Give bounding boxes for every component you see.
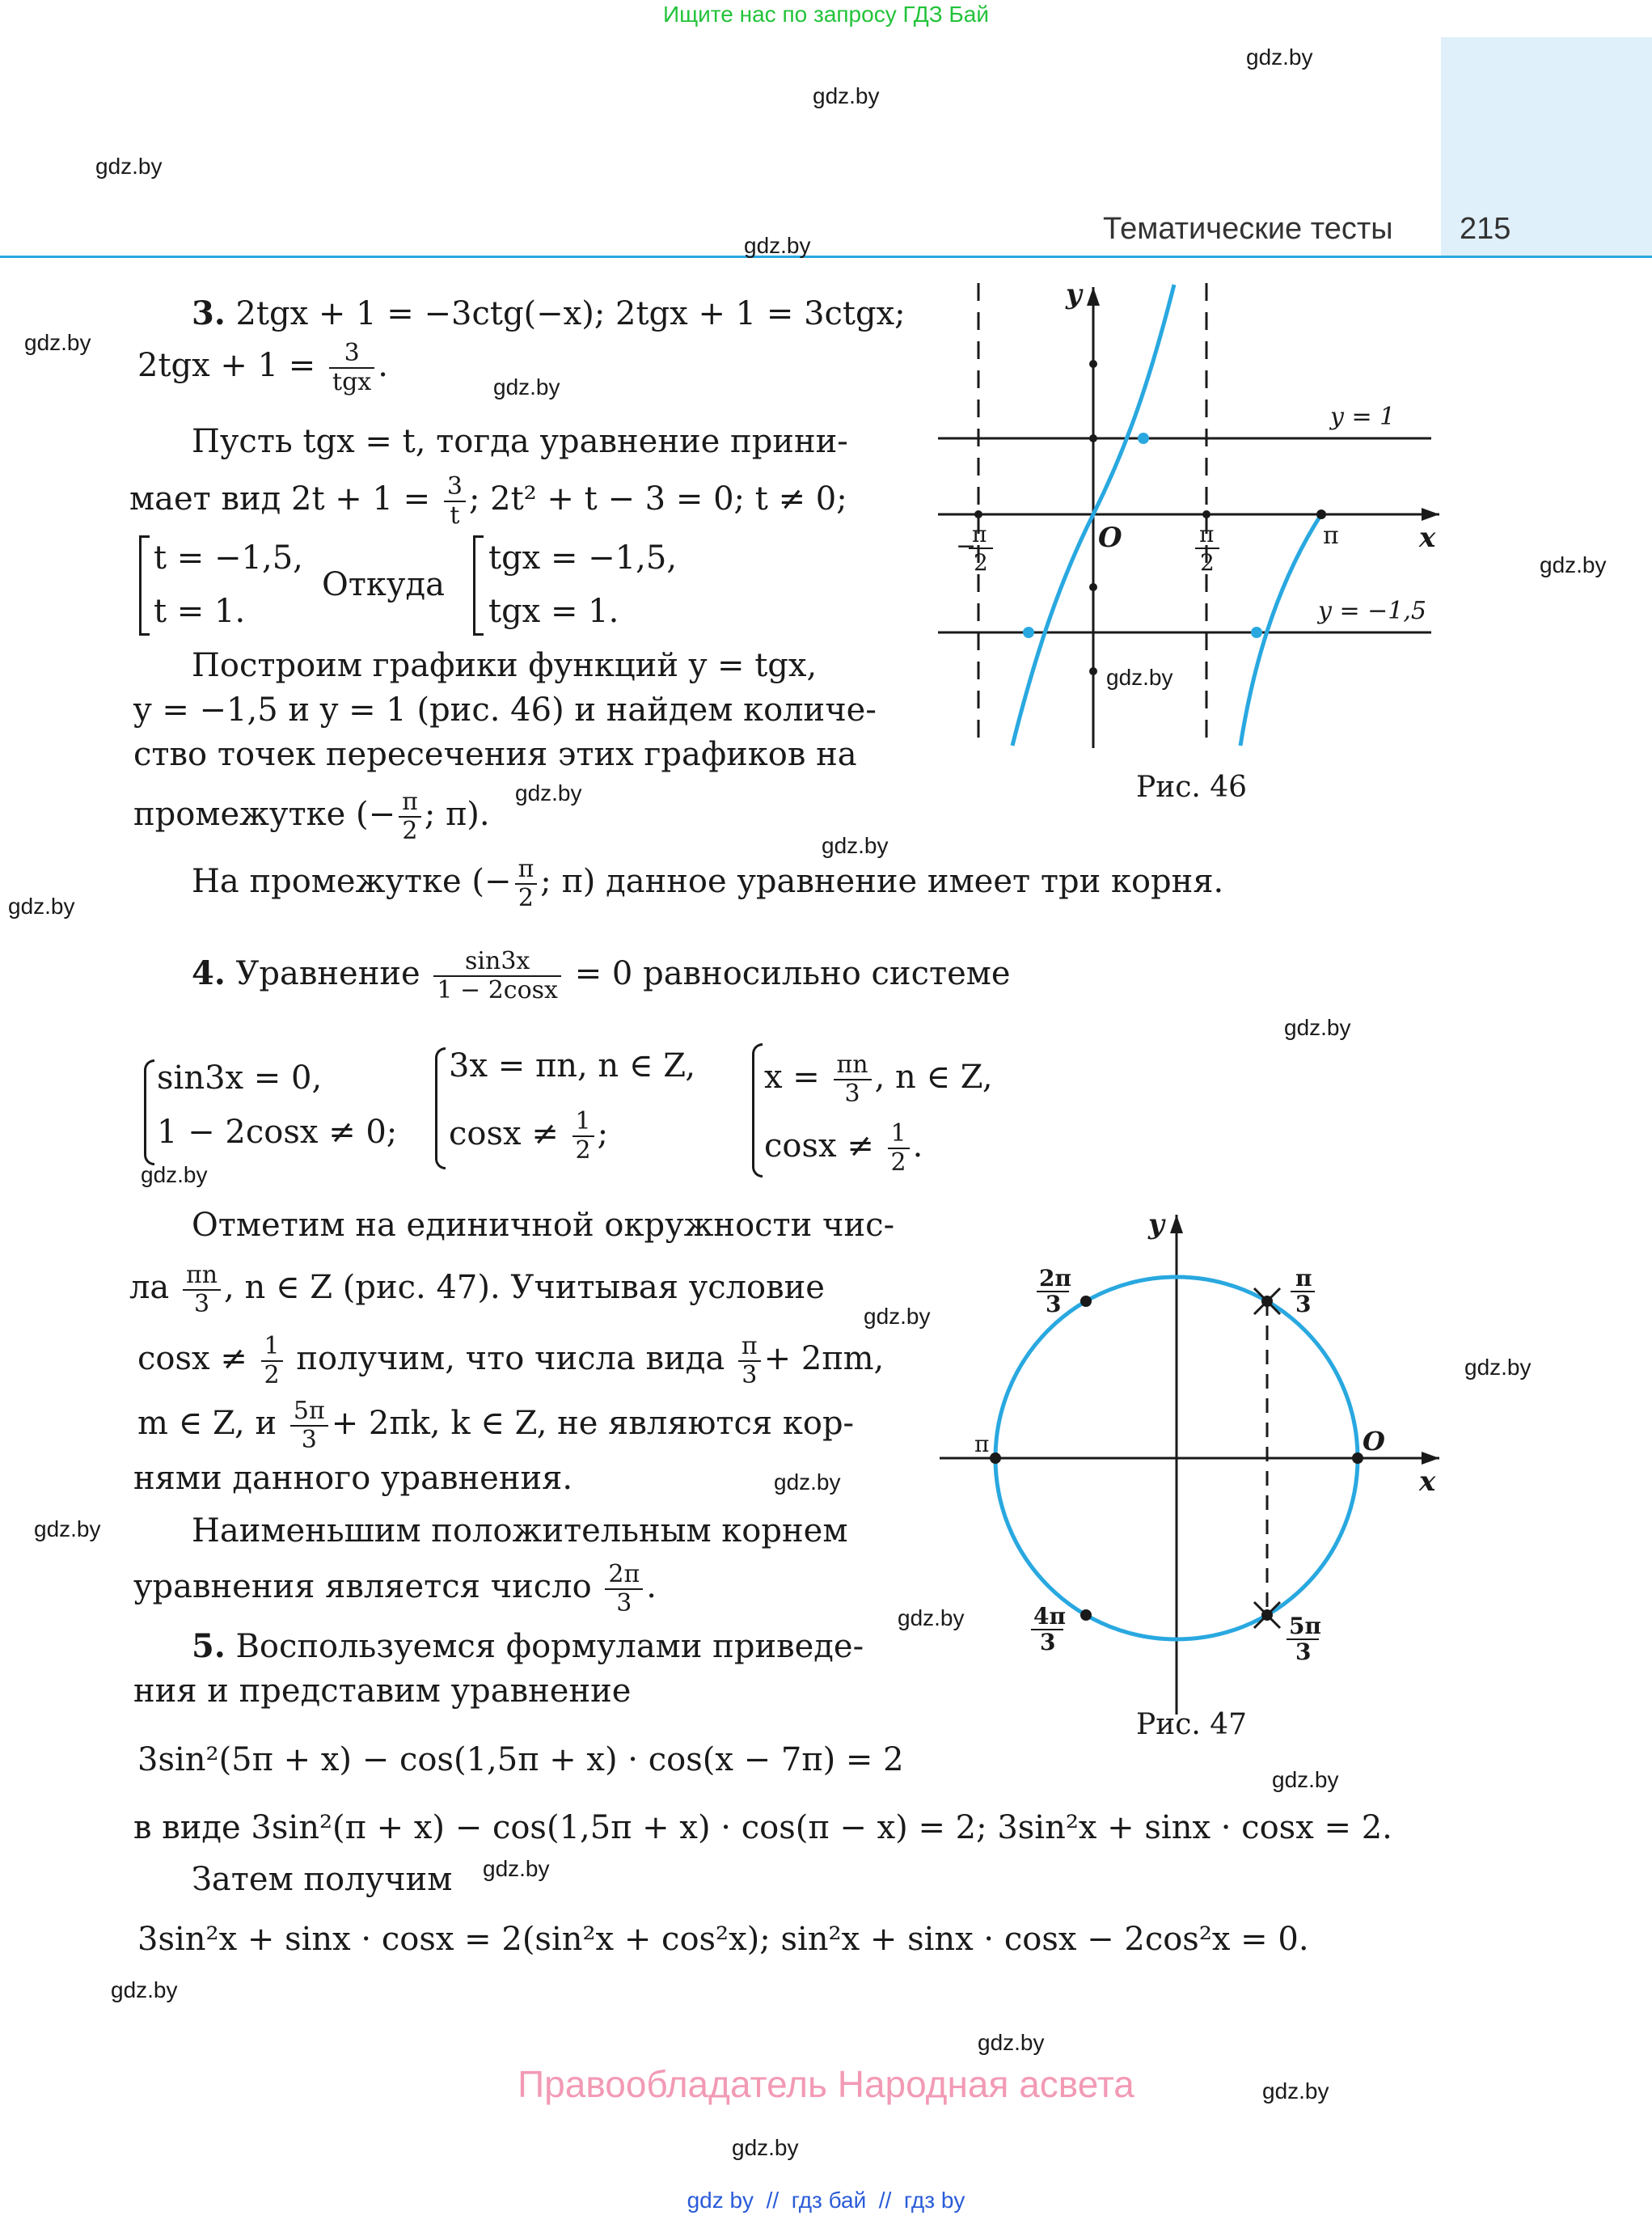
watermark[interactable]: gdz.by <box>515 780 582 805</box>
paragraph-line: 5. Воспользуемся формулами приведе- <box>192 1627 864 1665</box>
equation-line: в виде 3sin²(π + x) − cos(1,5π + x) · cos(π − x) = 2; 3sin²x + sinx · cosx = 2. <box>133 1809 1392 1846</box>
point <box>1089 667 1097 675</box>
equation-line: 3sin²x + sinx · cosx = 2(sin²x + cos²x); sin²x + sinx · cosx − 2cos²x = 0. <box>137 1921 1309 1958</box>
paragraph-line: Затем получим <box>192 1861 453 1898</box>
watermark[interactable]: gdz.by <box>978 2030 1045 2055</box>
brace <box>435 1047 446 1169</box>
point-0 <box>1352 1452 1363 1464</box>
label-pi3-num: π <box>1295 1265 1312 1292</box>
system-line: t = 1. <box>154 593 246 630</box>
x-arrow <box>1422 1452 1439 1465</box>
label-2pi3-den: 3 <box>1046 1291 1062 1317</box>
fraction: $\frac{\pi}{3}$ <box>738 1333 761 1389</box>
system-line: sin3x = 0, <box>157 1059 323 1097</box>
copyright-footer: Правообладатель Народная асвета <box>518 2063 1134 2105</box>
fraction: $\frac{\pi}{2}$ <box>399 789 421 845</box>
watermark[interactable]: gdz.by <box>24 330 91 355</box>
figure-47-caption: Рис. 47 <box>1136 1708 1248 1741</box>
label-5pi3-den: 3 <box>1295 1638 1312 1665</box>
intersection-point <box>1023 627 1034 638</box>
top-banner[interactable]: Ищите нас по запросу ГДЗ Бай <box>662 2 990 27</box>
fraction: $\frac{1}{2}$ <box>572 1108 594 1165</box>
problem4-intro: 4. Уравнение $\frac{\sin 3x}{1 - 2\cos x}$ = 0 равносильно системе <box>192 947 1011 1004</box>
label-pi: π <box>974 1431 990 1457</box>
x-arrow <box>1422 508 1439 521</box>
paragraph-line: ния и представим уравнение <box>133 1672 632 1710</box>
fraction: $\frac{\pi n}{3}$ <box>834 1051 872 1108</box>
tick-pi2-den: 2 <box>1200 549 1215 576</box>
paragraph-line: m ∈ Z, и $\frac{5\pi}{3}$ + 2πk, k ∈ Z, не являются кор- <box>137 1397 855 1454</box>
watermark[interactable]: gdz.by <box>1262 2078 1329 2103</box>
label-2pi3-num: 2π <box>1039 1265 1071 1292</box>
system-line: tgx = −1,5, <box>488 539 678 577</box>
label-y-1-5: y = −1,5 <box>1318 597 1427 625</box>
brace <box>144 1059 154 1165</box>
point-pi <box>990 1452 1001 1464</box>
fraction: $\frac{2\pi}{3}$ <box>605 1561 643 1617</box>
equation-line: 3sin²(5π + x) − cos(1,5π + x) · cos(x − 7π) = 2 <box>137 1741 904 1778</box>
problem-number: 3. <box>192 294 226 332</box>
tick-neg-pi2-num: π <box>972 521 987 548</box>
point-2pi-3 <box>1080 1296 1092 1307</box>
y-arrow <box>1170 1215 1183 1233</box>
paragraph-line: промежутке (− $\frac{\pi}{2}$ ; π). <box>133 788 490 845</box>
fraction: $\frac{1}{2}$ <box>261 1333 283 1389</box>
paragraph-line: уравнения является число $\frac{2\pi}{3}$ . <box>133 1560 657 1617</box>
tick-neg-sign: − <box>956 532 977 560</box>
x-axis-label: x <box>1419 1465 1436 1498</box>
figure-46 <box>930 275 1447 776</box>
watermark[interactable]: gdz.by <box>95 154 163 179</box>
otkuda-text: Откуда <box>322 566 445 603</box>
equation: 2tgx + 1 = <box>137 347 316 384</box>
tick-pi2-num: π <box>1199 521 1215 548</box>
watermark[interactable]: gdz.by <box>141 1162 208 1187</box>
point <box>1089 583 1097 591</box>
intersection-point <box>1138 433 1149 444</box>
watermark[interactable]: gdz.by <box>774 1469 841 1495</box>
paragraph-line: ство точек пересечения этих графиков на <box>133 736 857 773</box>
fraction: $\frac{\pi n}{3}$ <box>183 1262 221 1318</box>
problem3-line1 <box>192 291 906 336</box>
label-4pi3-den: 3 <box>1040 1629 1056 1655</box>
point <box>974 510 982 518</box>
bracket <box>139 535 150 636</box>
paragraph-line: cosx ≠ $\frac{1}{2}$ получим, что числа вида $\frac{\pi}{3}$ + 2πm, <box>137 1332 885 1389</box>
tick-pi: π <box>1323 522 1339 550</box>
intersection-point <box>1251 627 1262 638</box>
watermark[interactable]: gdz.by <box>732 2135 799 2160</box>
bracket <box>473 535 484 636</box>
point <box>1089 360 1097 368</box>
watermark[interactable]: gdz.by <box>34 1516 101 1541</box>
watermark[interactable]: gdz.by <box>1284 1015 1351 1040</box>
system-line: tgx = 1. <box>488 593 619 630</box>
paragraph-line: мает вид 2t + 1 = $\frac{3}{t}$ ; 2t² + t − 3 = 0; t ≠ 0; <box>129 472 847 530</box>
fraction: $\frac{\sin 3x}{1 - 2\cos x}$ <box>433 948 561 1004</box>
y-axis-label: y <box>1066 278 1082 311</box>
system-line: 3x = πn, n ∈ Z, <box>449 1047 696 1085</box>
label-O: O <box>1363 1426 1385 1457</box>
figure-47 <box>930 1205 1447 1723</box>
paragraph-line: Наименьшим положительным корнем <box>192 1512 848 1550</box>
problem3-line2: 2tgx + 1 = $\frac{3}{\text{tgx}}$ . <box>137 339 388 396</box>
footer-links[interactable]: gdz by // гдз бай // гдз by <box>687 2188 965 2213</box>
label-y1: y = 1 <box>1330 403 1396 431</box>
watermark[interactable]: gdz.by <box>1540 552 1607 577</box>
equation: 2tgx + 1 = −3ctg(−x); 2tgx + 1 = 3ctgx; <box>235 295 906 332</box>
point <box>1316 509 1326 519</box>
origin-label: O <box>1098 522 1122 554</box>
point <box>1089 434 1097 442</box>
paragraph-line: На промежутке (− $\frac{\pi}{2}$ ; π) данное уравнение имеет три корня. <box>192 855 1224 912</box>
watermark[interactable]: gdz.by <box>1464 1355 1532 1380</box>
fraction: $\frac{3}{\text{tgx}}$ <box>329 340 374 396</box>
watermark[interactable]: gdz.by <box>813 83 880 108</box>
watermark[interactable]: gdz.by <box>822 833 889 858</box>
label-5pi3-num: 5π <box>1289 1613 1321 1639</box>
system-line: x = $\frac{\pi n}{3}$ , n ∈ Z, <box>764 1051 993 1108</box>
fraction: $\frac{\pi}{2}$ <box>515 856 538 912</box>
watermark[interactable]: gdz.by <box>1106 665 1173 690</box>
watermark[interactable]: gdz.by <box>493 374 560 400</box>
label-4pi3-num: 4π <box>1033 1603 1066 1630</box>
paragraph-line: Отметим на единичной окружности чис- <box>192 1207 895 1244</box>
label-pi3-den: 3 <box>1295 1291 1312 1317</box>
watermark[interactable]: gdz.by <box>483 1856 550 1881</box>
fraction: $\frac{1}{2}$ <box>888 1120 910 1177</box>
fraction: $\frac{5\pi}{3}$ <box>290 1397 328 1454</box>
paragraph-line: Пусть tgx = t, тогда уравнение прини- <box>192 423 848 460</box>
system-line: cosx ≠ $\frac{1}{2}$ ; <box>449 1107 609 1165</box>
watermark[interactable]: gdz.by <box>8 894 75 919</box>
y-axis-label: y <box>1148 1208 1164 1241</box>
paragraph-line: y = −1,5 и y = 1 (рис. 46) и найдем количе- <box>133 691 877 729</box>
watermark[interactable]: gdz.by <box>898 1605 965 1630</box>
tick-neg-pi2-den: 2 <box>974 549 988 576</box>
header-rule <box>0 256 1652 258</box>
paragraph-line: ла $\frac{\pi n}{3}$ , n ∈ Z (рис. 47). Учитывая условие <box>129 1261 825 1318</box>
page-number: 215 <box>1460 212 1511 246</box>
x-axis-label: x <box>1419 522 1436 554</box>
watermark[interactable]: gdz.by <box>111 1977 178 2002</box>
watermark[interactable]: gdz.by <box>744 233 811 258</box>
watermark[interactable]: gdz.by <box>864 1304 931 1329</box>
figure-46-caption: Рис. 46 <box>1136 771 1248 804</box>
paragraph-line: нями данного уравнения. <box>133 1460 573 1497</box>
fraction: $\frac{3}{t}$ <box>444 473 466 530</box>
point-4pi-3 <box>1080 1609 1092 1621</box>
brace <box>752 1043 763 1178</box>
paragraph-line: Построим графики функций y = tgx, <box>192 647 818 684</box>
system-line: cosx ≠ $\frac{1}{2}$ . <box>764 1119 923 1177</box>
watermark[interactable]: gdz.by <box>1272 1767 1339 1792</box>
system-line: t = −1,5, <box>154 539 303 577</box>
watermark[interactable]: gdz.by <box>1246 44 1313 70</box>
y-arrow <box>1087 287 1100 306</box>
point <box>1202 510 1210 518</box>
system-line: 1 − 2cosx ≠ 0; <box>157 1114 398 1151</box>
section-title: Тематические тесты <box>1103 212 1393 246</box>
